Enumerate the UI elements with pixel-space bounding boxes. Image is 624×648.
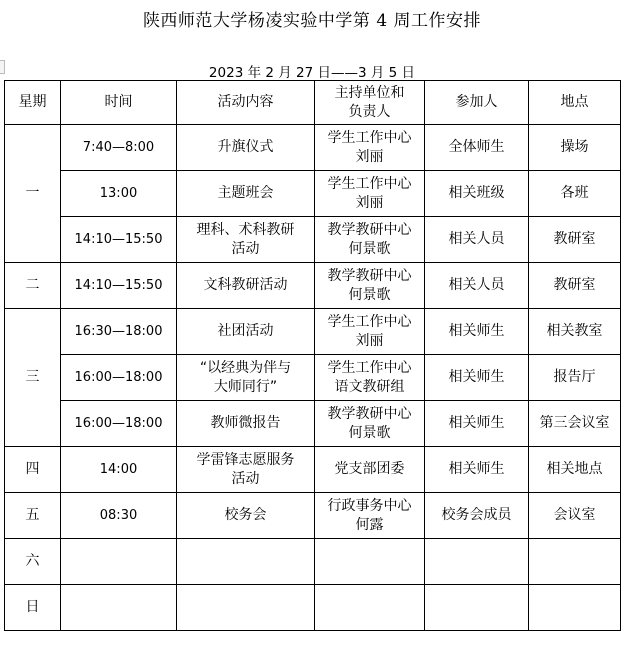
location-cell: 教研室 [529,263,621,309]
content-cell: 文科教研活动 [177,263,315,309]
host-cell: 教学教研中心何景歌 [315,263,425,309]
content-cell: 学雷锋志愿服务活动 [177,447,315,493]
header-attendees: 参加人 [425,81,529,125]
header-weekday: 星期 [5,81,61,125]
content-cell [177,585,315,631]
time-cell [61,585,177,631]
schedule-table [4,80,621,631]
schedule-row [5,125,621,171]
content-cell: 升旗仪式 [177,125,315,171]
location-cell: 会议室 [529,493,621,539]
host-cell: 教学教研中心何景歌 [315,401,425,447]
attendees-cell: 相关人员 [425,217,529,263]
weekday-cell: 三 [5,309,61,447]
weekday-cell: 日 [5,585,61,631]
weekday-cell: 五 [5,493,61,539]
time-cell: 13:00 [61,171,177,217]
host-cell [315,585,425,631]
host-cell: 党支部团委 [315,447,425,493]
content-cell [177,539,315,585]
date-range: 2023 年 2 月 27 日——3 月 5 日 [208,65,416,81]
content-cell: 教师微报告 [177,401,315,447]
time-cell: 14:10—15:50 [61,263,177,309]
header-row [5,81,621,125]
attendees-cell: 相关师生 [425,355,529,401]
content-cell: 校务会 [177,493,315,539]
header-time: 时间 [61,81,177,125]
host-cell: 学生工作中心刘丽 [315,171,425,217]
schedule-row [5,539,621,585]
weekday-cell: 二 [5,263,61,309]
time-cell [61,539,177,585]
time-cell: 14:10—15:50 [61,217,177,263]
location-cell: 教研室 [529,217,621,263]
page-title: 陕西师范大学杨凌实验中学第 4 周工作安排 [142,11,482,31]
location-cell: 报告厅 [529,355,621,401]
location-cell [529,585,621,631]
location-cell: 各班 [529,171,621,217]
host-cell: 学生工作中心刘丽 [315,309,425,355]
content-cell: 社团活动 [177,309,315,355]
attendees-cell: 全体师生 [425,125,529,171]
time-cell: 16:30—18:00 [61,309,177,355]
attendees-cell [425,539,529,585]
host-cell: 学生工作中心刘丽 [315,125,425,171]
weekday-cell: 六 [5,539,61,585]
location-cell [529,539,621,585]
host-cell: 行政事务中心何露 [315,493,425,539]
weekday-cell: 四 [5,447,61,493]
schedule-row [5,263,621,309]
host-cell: 教学教研中心何景歌 [315,217,425,263]
content-cell: 主题班会 [177,171,315,217]
location-cell: 第三会议室 [529,401,621,447]
host-cell [315,539,425,585]
time-cell: 08:30 [61,493,177,539]
location-cell: 操场 [529,125,621,171]
header-content: 活动内容 [177,81,315,125]
header-location: 地点 [529,81,621,125]
attendees-cell: 相关师生 [425,401,529,447]
location-cell: 相关地点 [529,447,621,493]
time-cell: 16:00—18:00 [61,355,177,401]
host-cell: 学生工作中心语文教研组 [315,355,425,401]
schedule-row [5,217,621,263]
schedule-row [5,493,621,539]
header-host: 主持单位和负责人 [315,81,425,125]
schedule-row [5,171,621,217]
schedule-row [5,447,621,493]
attendees-cell: 校务会成员 [425,493,529,539]
attendees-cell: 相关班级 [425,171,529,217]
attendees-cell: 相关师生 [425,309,529,355]
schedule-row [5,585,621,631]
attendees-cell: 相关人员 [425,263,529,309]
time-cell: 7:40—8:00 [61,125,177,171]
location-cell: 相关教室 [529,309,621,355]
schedule-row [5,355,621,401]
attendees-cell [425,585,529,631]
schedule-row [5,309,621,355]
time-cell: 14:00 [61,447,177,493]
schedule-row [5,401,621,447]
time-cell: 16:00—18:00 [61,401,177,447]
weekday-cell: 一 [5,125,61,263]
content-cell: 理科、术科教研活动 [177,217,315,263]
content-cell: “以经典为伴与大师同行” [177,355,315,401]
attendees-cell: 相关师生 [425,447,529,493]
